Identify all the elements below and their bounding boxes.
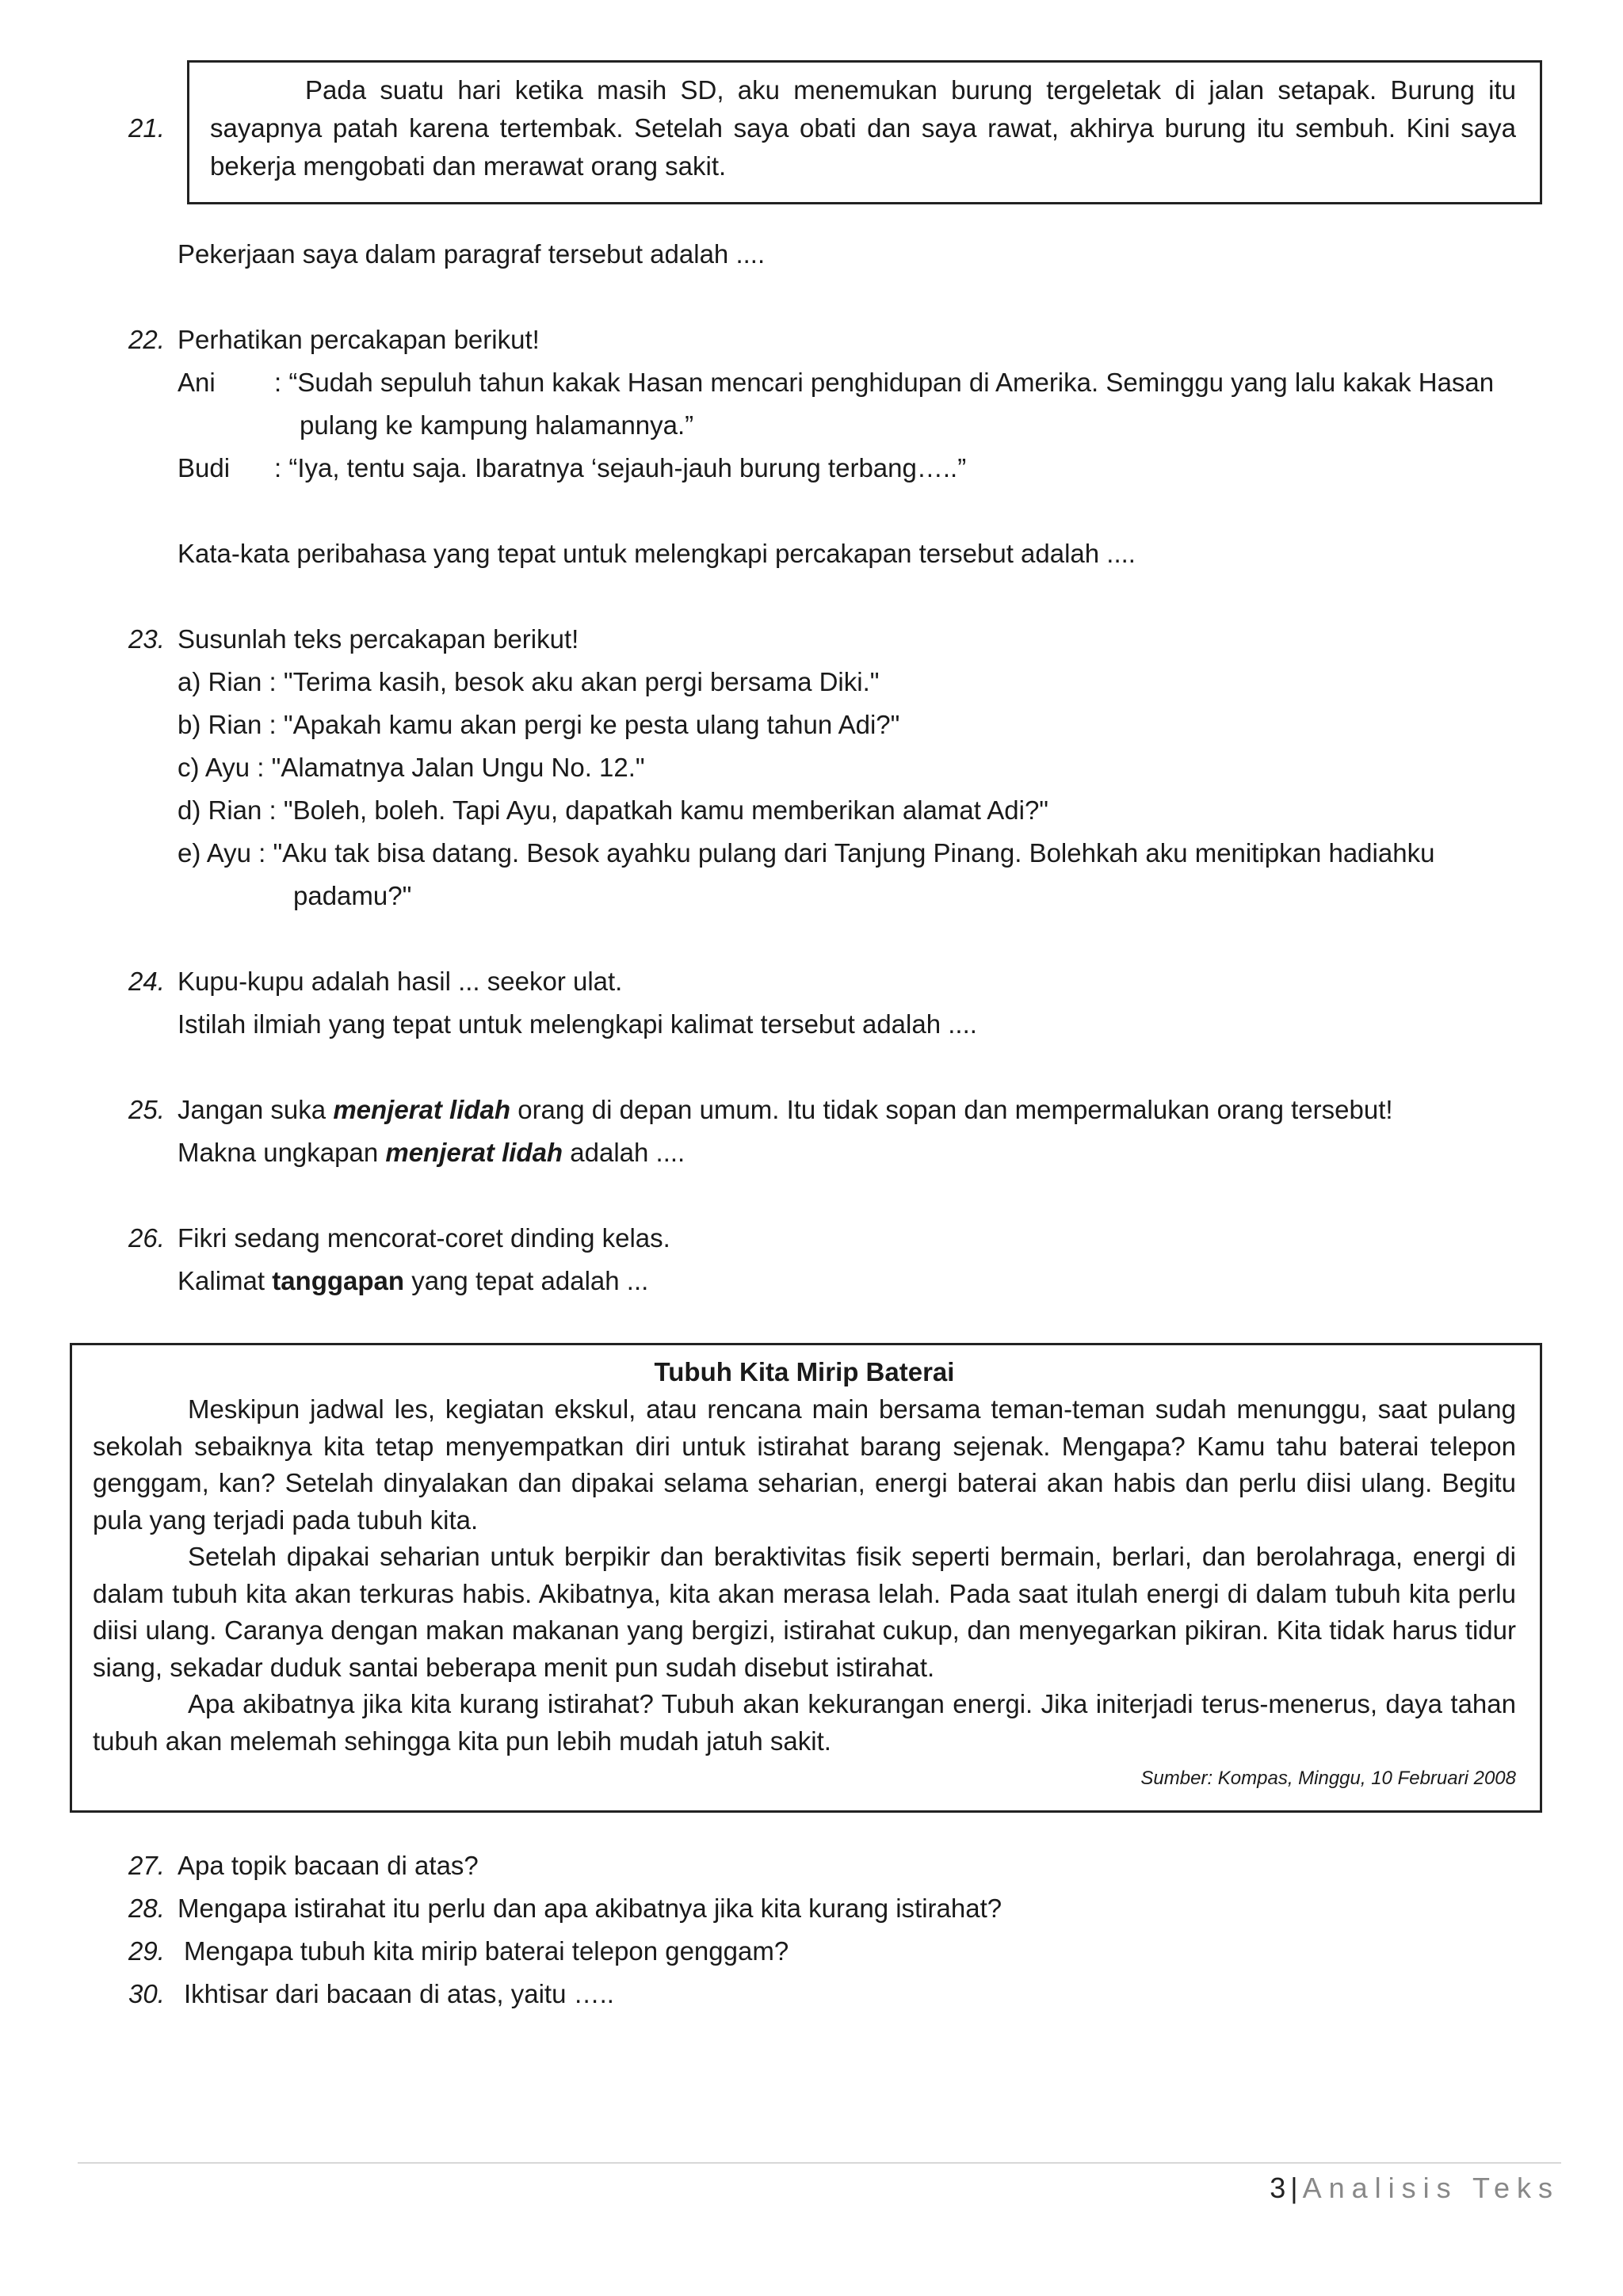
q23-intro: Susunlah teks percakapan berikut! (178, 624, 579, 654)
q25-line-1-pre: Jangan suka (178, 1095, 334, 1124)
q22-ani-line-2: pulang ke kampung halamannya.” (300, 410, 694, 440)
q30-text: Ikhtisar dari bacaan di atas, yaitu ….. (184, 1979, 614, 2008)
question-number-24: 24. (128, 967, 165, 996)
q23-item-d: d) Rian : "Boleh, boleh. Tapi Ayu, dapatkah kamu memberikan alamat Adi?" (178, 795, 1049, 825)
question-number-23: 23. (128, 624, 165, 654)
q28-text: Mengapa istirahat itu perlu dan apa akibatnya jika kita kurang istirahat? (178, 1894, 1002, 1923)
question-number-21: 21. (128, 113, 165, 143)
q29-text: Mengapa tubuh kita mirip baterai telepon genggam? (184, 1936, 789, 1966)
q26-line-2 (178, 1260, 648, 1302)
q23-item-e-line-2: padamu?" (293, 881, 412, 910)
q21-question: Pekerjaan saya dalam paragraf tersebut adalah .... (178, 239, 766, 269)
q22-speaker-ani: Ani (178, 368, 216, 397)
page-footer (1270, 2167, 1560, 2210)
q26-line-2-pre: Kalimat (178, 1266, 273, 1295)
reading-passage-box (70, 1343, 1542, 1813)
q23-item-c: c) Ayu : "Alamatnya Jalan Ungu No. 12." (178, 753, 645, 782)
q22-intro: Perhatikan percakapan berikut! (178, 325, 540, 354)
question-number-26: 26. (128, 1223, 165, 1253)
reading-paragraph-2: Setelah dipakai seharian untuk berpikir dan beraktivitas fisik seperti bermain, berlari, dan berolahraga, energi di dalam tubuh kita akan terkuras habis. Akibatnya, kita akan merasa lelah. Pada saat itulah energi di dalam tubuh kita perlu diisi ulang. Caranya dengan makan makanan yang bergizi, istirahat cukup, dan menyegarkan pikiran. Kita tidak harus tidur siang, sekadar duduk santai beberapa menit pun sudah disebut istirahat. (93, 1542, 1516, 1682)
q25-line-2-pre: Makna ungkapan (178, 1138, 386, 1167)
q25-idiom-2: menjerat lidah (385, 1138, 563, 1167)
q21-paragraph: Pada suatu hari ketika masih SD, aku menemukan burung tergeletak di jalan setapak. Burung itu sayapnya patah karena tertembak. Setelah saya obati dan saya rawat, akhirya burung itu sembuh. Kini saya bekerja mengobati dan merawat orang sakit. (210, 75, 1516, 181)
q27-text: Apa topik bacaan di atas? (178, 1851, 479, 1880)
footer-section-label: Analisis Teks (1302, 2172, 1560, 2204)
q23-item-a: a) Rian : "Terima kasih, besok aku akan pergi bersama Diki." (178, 667, 880, 696)
reading-source: Sumber: Kompas, Minggu, 10 Februari 2008 (1140, 1768, 1516, 1789)
q25-line-1-post: orang di depan umum. Itu tidak sopan dan mempermalukan orang tersebut! (510, 1095, 1393, 1124)
reading-paragraph-1: Meskipun jadwal les, kegiatan ekskul, atau rencana main bersama teman-teman sudah menunggu, saat pulang sekolah sebaiknya kita tetap menyempatkan diri untuk istirahat barang sejenak. Mengapa? Kamu tahu baterai telepon genggam, kan? Setelah dinyalakan dan dipakai selama seharian, energi baterai akan habis dan perlu diisi ulang. Begitu pula yang terjadi pada tubuh kita. (93, 1394, 1516, 1535)
q22-ani-line-1: : “Sudah sepuluh tahun kakak Hasan mencari penghidupan di Amerika. Seminggu yang lalu kakak Hasan (274, 368, 1495, 397)
reading-paragraph-3: Apa akibatnya jika kita kurang istirahat? Tubuh akan kekurangan energi. Jika initerjadi terus-menerus, daya tahan tubuh akan melemah sehingga kita pun lebih mudah jatuh sakit. (93, 1689, 1516, 1756)
q23-item-b: b) Rian : "Apakah kamu akan pergi ke pesta ulang tahun Adi?" (178, 710, 900, 739)
footer-separator: | (1290, 2172, 1298, 2204)
q25-line-2 (178, 1131, 685, 1174)
q22-speaker-budi: Budi (178, 453, 231, 482)
q22-question: Kata-kata peribahasa yang tepat untuk melengkapi percakapan tersebut adalah .... (178, 539, 1136, 568)
q24-line-2: Istilah ilmiah yang tepat untuk melengkapi kalimat tersebut adalah .... (178, 1009, 977, 1039)
question-number-29: 29. (128, 1936, 165, 1966)
q22-budi-line: : “Iya, tentu saja. Ibaratnya ‘sejauh-jauh burung terbang…..” (274, 453, 967, 482)
question-number-27: 27. (128, 1851, 165, 1880)
question-number-22: 22. (128, 325, 165, 354)
q26-line-2-post: yang tepat adalah ... (404, 1266, 649, 1295)
footer-divider (78, 2162, 1561, 2164)
question-number-25: 25. (128, 1095, 165, 1124)
q26-keyword: tanggapan (272, 1266, 405, 1295)
reading-title: Tubuh Kita Mirip Baterai (654, 1357, 955, 1386)
q24-line-1: Kupu-kupu adalah hasil ... seekor ulat. (178, 967, 623, 996)
q25-line-2-post: adalah .... (563, 1138, 685, 1167)
q25-idiom-1: menjerat lidah (333, 1095, 511, 1124)
q26-line-1: Fikri sedang mencorat-coret dinding kelas. (178, 1223, 670, 1253)
q23-item-e-line-1: e) Ayu : "Aku tak bisa datang. Besok ayahku pulang dari Tanjung Pinang. Bolehkah aku menitipkan hadiahku (178, 838, 1435, 868)
q21-paragraph-box (187, 60, 1542, 204)
question-number-28: 28. (128, 1894, 165, 1923)
question-number-30: 30. (128, 1979, 165, 2008)
q25-line-1 (178, 1089, 1393, 1131)
page-number: 3 (1270, 2172, 1286, 2204)
